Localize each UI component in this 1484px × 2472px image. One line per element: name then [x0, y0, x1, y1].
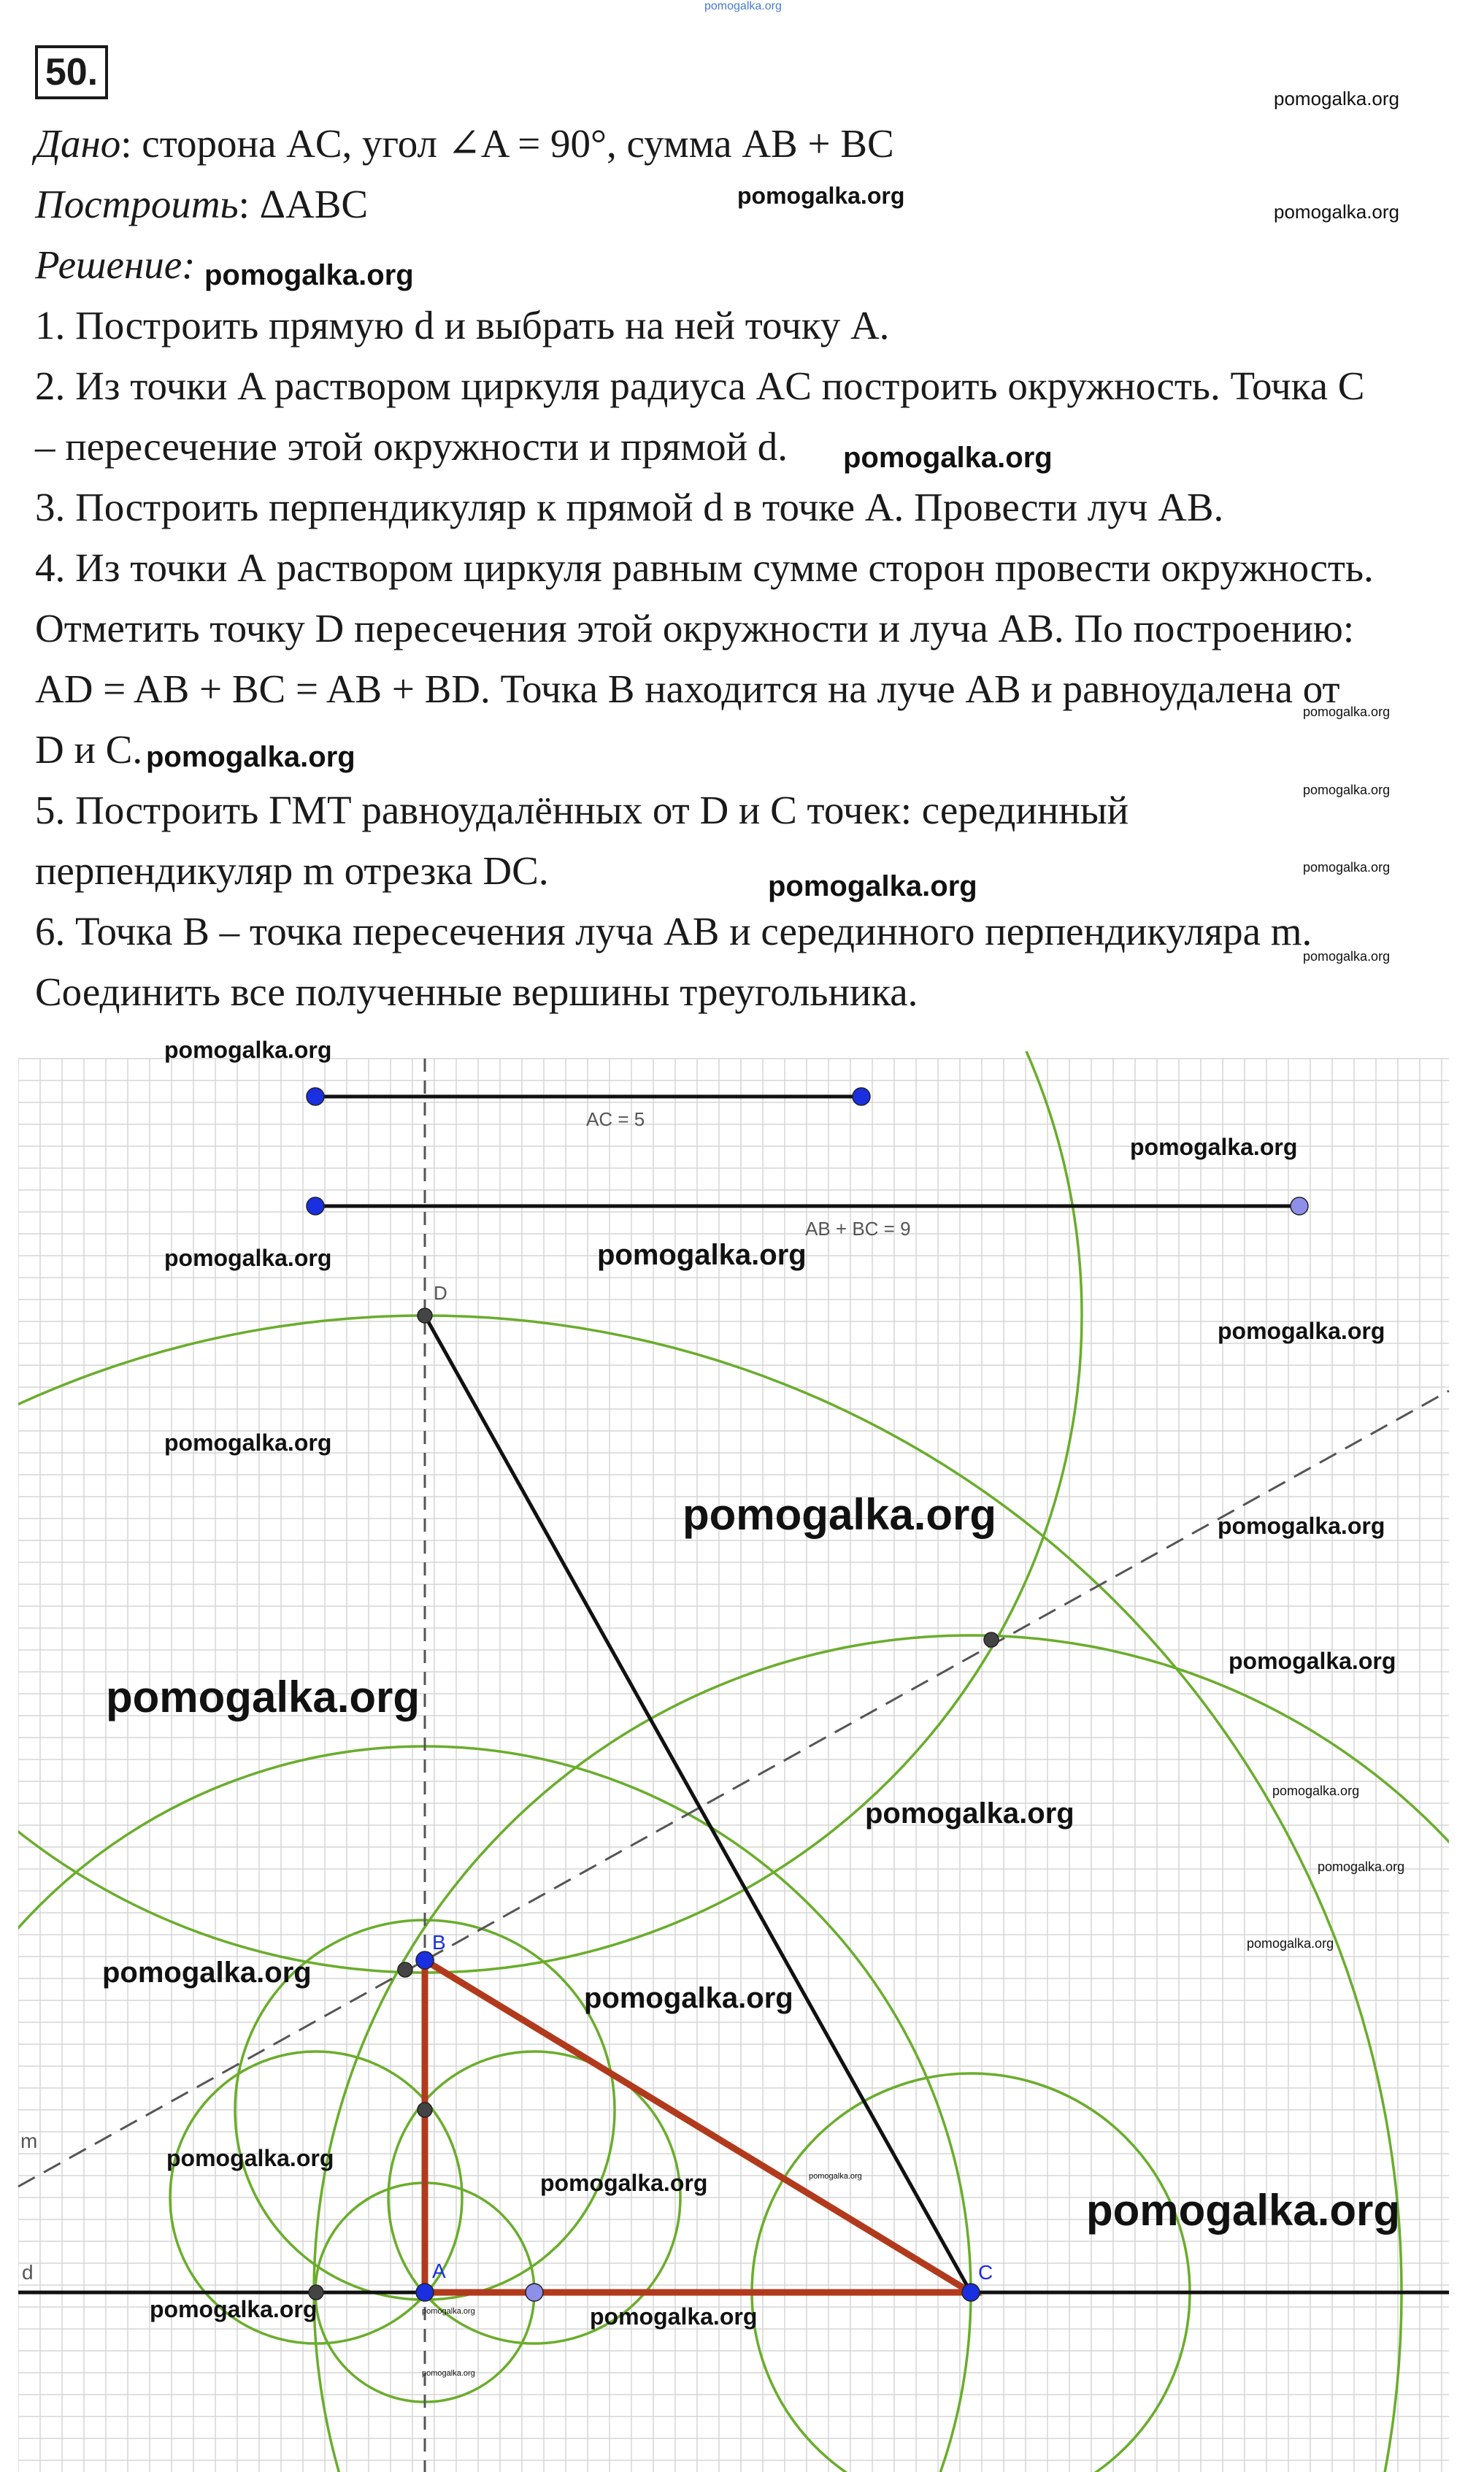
watermark: pomogalka.org — [737, 183, 905, 209]
label-point-c: C — [978, 2261, 993, 2284]
watermark: pomogalka.org — [204, 259, 414, 291]
margin-mask — [1449, 1051, 1484, 2472]
point-b — [416, 1951, 434, 1969]
watermark: pomogalka.org — [1303, 705, 1391, 719]
watermark: pomogalka.org — [1272, 1784, 1360, 1798]
step-line: Отметить точку D пересечения этой окружности и луча AB. По построению: — [35, 606, 1355, 650]
watermark: pomogalka.org — [809, 2172, 862, 2181]
watermark: pomogalka.org — [1303, 783, 1391, 797]
step-line: перпендикуляр m отрезка DC. — [35, 848, 549, 893]
label-ac-length: AC = 5 — [586, 1108, 645, 1130]
step-line: D и C. — [35, 727, 143, 772]
margin-mask — [0, 1051, 18, 2472]
watermark: pomogalka.org — [1318, 1859, 1405, 1874]
watermark: pomogalka.org — [102, 1957, 312, 1989]
point-intersection — [398, 1962, 412, 1977]
watermark: pomogalka.org — [1274, 201, 1399, 223]
circle-ac — [0, 1746, 971, 2472]
given-label: Дано — [35, 121, 121, 166]
watermark: pomogalka.org — [146, 741, 355, 773]
label-line-m: m — [20, 2130, 38, 2152]
watermark: pomogalka.org — [1086, 2186, 1401, 2235]
watermark: pomogalka.org — [150, 2296, 318, 2322]
watermark: pomogalka.org — [422, 2369, 475, 2378]
construct-text: : ΔABC — [238, 182, 369, 226]
given-line — [35, 113, 1480, 174]
watermark: pomogalka.org — [843, 442, 1053, 474]
step-line: 1. Построить прямую d и выбрать на ней точку A. — [35, 303, 890, 348]
label-sum-length: AB + BC = 9 — [805, 1218, 911, 1240]
watermark: pomogalka.org — [1218, 1318, 1385, 1344]
construct-label: Построить — [35, 182, 239, 226]
point-d — [418, 1308, 432, 1323]
point-ac-start — [307, 1088, 324, 1105]
solution-label: Решение: — [35, 242, 196, 287]
point-intersection — [526, 2284, 543, 2301]
problem-number: 50. — [35, 45, 108, 99]
watermark: pomogalka.org — [1303, 949, 1391, 964]
watermark: pomogalka.org — [106, 1673, 420, 1721]
watermark: pomogalka.org — [540, 2170, 708, 2196]
watermark: pomogalka.org — [865, 1797, 1074, 1830]
construction-points — [307, 1088, 1308, 2301]
point-sum-start — [307, 1197, 324, 1215]
watermark: pomogalka.org — [1130, 1134, 1298, 1160]
step-line: Соединить все полученные вершины треугольника. — [35, 970, 918, 1014]
step-line: 5. Построить ГМТ равноудалённых от D и C точек: серединный — [35, 788, 1129, 832]
watermark: pomogalka.org — [1274, 88, 1399, 110]
watermark: pomogalka.org — [166, 2145, 334, 2171]
step-line: AD = AB + BC = AB + BD. Точка B находится на луче AB и равноудалена от — [35, 667, 1340, 711]
watermark: pomogalka.org — [584, 1982, 793, 2014]
watermark: pomogalka.org — [164, 1037, 332, 1063]
problem-text — [35, 113, 1480, 1022]
watermark: pomogalka.org — [1218, 1513, 1385, 1539]
watermark: pomogalka.org — [590, 2303, 758, 2330]
watermark: pomogalka.org — [164, 1245, 332, 1271]
point-ac-end — [853, 1088, 870, 1105]
point-c — [962, 2284, 980, 2301]
step-line: 2. Из точки A раствором циркуля радиуса AC построить окружность. Точка C — [35, 364, 1365, 408]
step-line: 4. Из точки А раствором циркуля равным сумме сторон провести окружность. — [35, 545, 1374, 590]
point-intersection — [984, 1632, 999, 1647]
label-line-d: d — [22, 2261, 34, 2284]
label-point-a: A — [432, 2260, 446, 2282]
label-point-b: B — [432, 1931, 446, 1954]
label-point-d: D — [434, 1282, 447, 1304]
watermark: pomogalka.org — [768, 870, 977, 902]
point-sum-end — [1291, 1197, 1308, 1215]
watermark: pomogalka.org — [597, 1239, 807, 1271]
step-line: 6. Точка B – точка пересечения луча AB и серединного перпендикуляра m. — [35, 909, 1312, 953]
watermark: pomogalka.org — [1247, 1936, 1334, 1951]
watermark: pomogalka.org — [1229, 1648, 1396, 1674]
watermark: pomogalka.org — [164, 1429, 332, 1456]
given-text: : сторона AC, угол ∠A = 90°, сумма AB + BC — [120, 121, 894, 166]
top-watermark: pomogalka.org — [704, 0, 782, 12]
watermark: pomogalka.org — [422, 2307, 475, 2316]
watermark: pomogalka.org — [683, 1490, 997, 1539]
step-line: 3. Построить перпендикуляр к прямой d в точке A. Провести луч AB. — [35, 485, 1224, 529]
step-line: – пересечение этой окружности и прямой d. — [35, 424, 788, 469]
point-intersection — [418, 2103, 432, 2117]
arc-from-c — [314, 1635, 1484, 2472]
watermark: pomogalka.org — [1303, 860, 1391, 875]
point-a — [416, 2284, 434, 2301]
